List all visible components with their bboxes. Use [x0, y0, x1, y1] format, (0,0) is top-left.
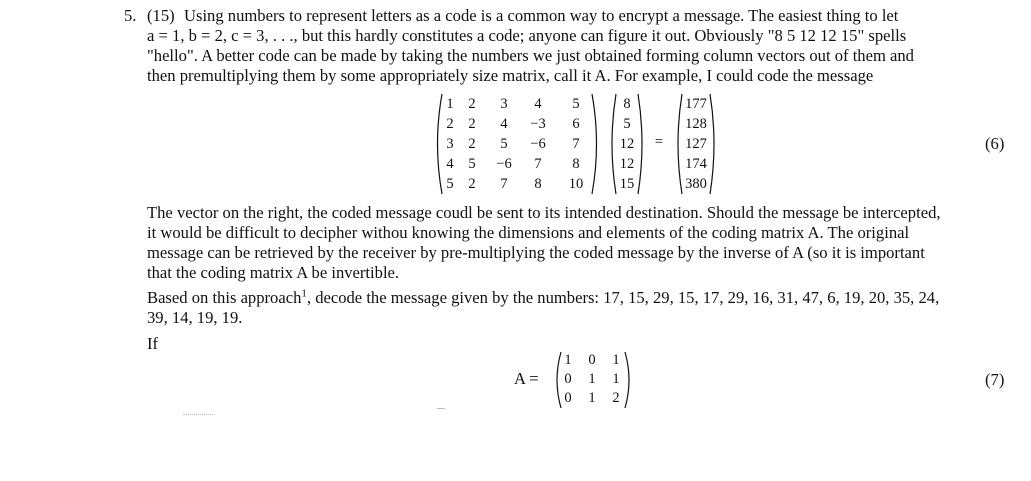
result-vector-cell: 380 [685, 176, 707, 192]
para3-lead: Based on this approach [147, 288, 302, 307]
coding-matrix-cell: −3 [530, 116, 546, 132]
equation-label-6: (6) [985, 134, 1005, 153]
intro-line-3: "hello". A better code can be made by taking the numbers we just obtained forming column vectors out of them and [147, 46, 914, 65]
coding-matrix-cell: 3 [446, 136, 454, 152]
message-vector-cell: 12 [619, 156, 635, 172]
result-vector-cell: 174 [685, 156, 707, 172]
para3-line-2: 39, 14, 19, 19. [147, 308, 243, 327]
equals-sign: = [654, 134, 664, 150]
para2-line-1: The vector on the right, the coded message coudl be sent to its intended destination. Should the message be intercepted, [147, 203, 941, 222]
result-vector-cell: 127 [685, 136, 707, 152]
coding-matrix-cell: 7 [500, 176, 508, 192]
coding-matrix-cell: 2 [468, 136, 476, 152]
coding-matrix-cell: 7 [572, 136, 580, 152]
coding-matrix-cell: 10 [568, 176, 584, 192]
matrix-a-cell: 0 [588, 352, 596, 368]
stray-dash [437, 408, 445, 409]
matrix-a-cell: 1 [564, 352, 572, 368]
coding-matrix-cell: 1 [446, 96, 454, 112]
problem-number: 5. [124, 6, 137, 25]
matrix-a-cell: 1 [612, 352, 620, 368]
message-vector-cell: 12 [619, 136, 635, 152]
coding-matrix-cell: 7 [534, 156, 542, 172]
coding-matrix-cell: 4 [446, 156, 454, 172]
coding-matrix-cell: 5 [500, 136, 508, 152]
result-vector-cell: 177 [685, 96, 707, 112]
footnote-mark[interactable]: 1 [301, 287, 307, 300]
para4-if: If [147, 334, 159, 353]
intro-line-1: Using numbers to represent letters as a code is a common way to encrypt a message. The easiest thing to let [184, 6, 899, 25]
coding-matrix-cell: 5 [572, 96, 580, 112]
coding-matrix-cell: 3 [500, 96, 508, 112]
message-vector-cell: 8 [623, 96, 631, 112]
intro-line-4: then premultiplying them by some appropriately size matrix, call it A. For example, I could code the message [147, 66, 874, 85]
coding-matrix-cell: 5 [446, 176, 454, 192]
coding-matrix-cell: 4 [534, 96, 542, 112]
coding-matrix-cell: 8 [572, 156, 580, 172]
para2-line-2: it would be difficult to decipher withou knowing the dimensions and elements of the coding matrix A. The original [147, 223, 910, 242]
coding-matrix-cell: 4 [500, 116, 508, 132]
message-vector-cell: 5 [623, 116, 631, 132]
matrix-a-cell: 2 [612, 390, 620, 406]
problem-points: (15) [147, 6, 175, 25]
coding-matrix-cell: 2 [446, 116, 454, 132]
coding-matrix-cell: 8 [534, 176, 542, 192]
coding-matrix-cell: 2 [468, 96, 476, 112]
matrix-a-cell: 1 [588, 371, 596, 387]
coding-matrix-cell: 6 [572, 116, 580, 132]
para3-line-1 [147, 288, 939, 308]
stray-marks [183, 414, 213, 417]
matrix-a-lhs: A = [514, 369, 539, 388]
equation-label-7: (7) [985, 370, 1005, 389]
matrix-a-cell: 0 [564, 390, 572, 406]
coding-matrix-cell: 5 [468, 156, 476, 172]
coding-matrix-cell: 2 [468, 116, 476, 132]
para3-numbers: , decode the message given by the numbers: 17, 15, 29, 15, 17, 29, 16, 31, 47, 6, 19, 20, 35, 24, [306, 288, 940, 307]
para2-line-3: message can be retrieved by the receiver by pre-multiplying the coded message by the inverse of A (so it is important [147, 243, 925, 262]
matrix-a-cell: 0 [564, 371, 572, 387]
coding-matrix-cell: −6 [496, 156, 512, 172]
message-vector-cell: 15 [619, 176, 635, 192]
para2-line-4: that the coding matrix A be invertible. [147, 263, 400, 282]
matrix-a-cell: 1 [612, 371, 620, 387]
matrix-a-cell: 1 [588, 390, 596, 406]
coding-matrix-cell: 2 [468, 176, 476, 192]
intro-line-2: a = 1, b = 2, c = 3, . . ., but this hardly constitutes a code; anyone can figure it out. Obviously "8 5 12 12 15" spells [147, 26, 907, 45]
result-vector-cell: 128 [685, 116, 707, 132]
coding-matrix-cell: −6 [530, 136, 546, 152]
